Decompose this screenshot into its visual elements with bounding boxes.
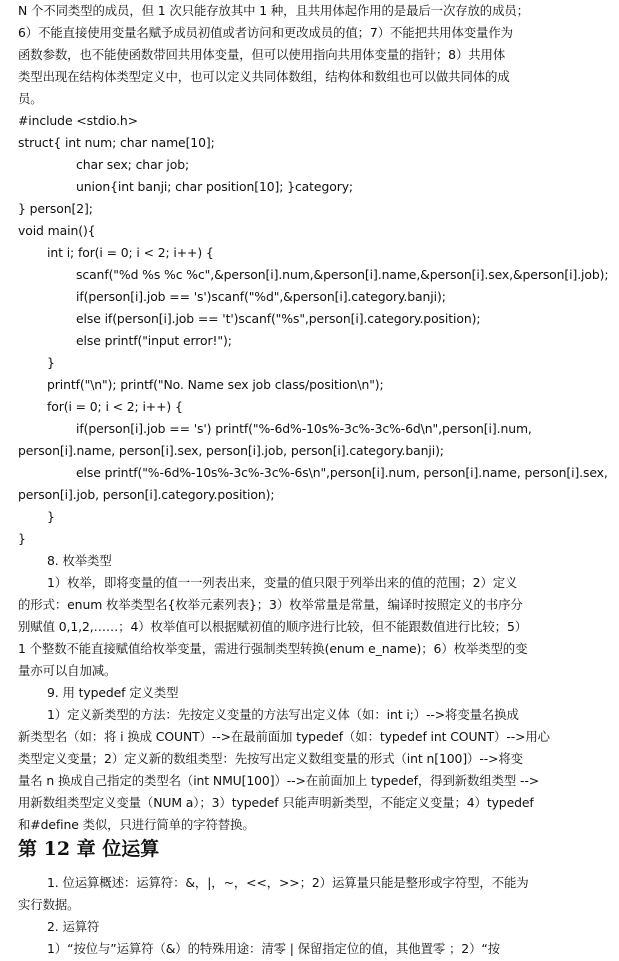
code-line: if(person[i].job == 's')scanf("%d",&person[i].category.banji); [76, 289, 446, 304]
code-line: #include <stdio.h> [18, 113, 138, 128]
text-line: 实行数据。 [18, 897, 80, 912]
code-line: else if(person[i].job == 't')scanf("%s",person[i].category.position); [76, 311, 481, 326]
section-title: 9. 用 typedef 定义类型 [47, 685, 179, 700]
text-line: 的形式：enum 枚举类型名{枚举元素列表}；3）枚举常量是常量，编译时按照定义的书序分 [18, 597, 523, 612]
code-line: else printf("input error!"); [76, 333, 232, 348]
code-line: scanf("%d %s %c %c",&person[i].num,&person[i].name,&person[i].sex,&person[i].job); [76, 267, 609, 282]
text-line: 类型定义变量；2）定义新的数组类型：先按写出定义数组变量的形式（int n[100]）-->将变 [18, 751, 523, 766]
text-line: N 个不同类型的成员，但 1 次只能存放其中 1 种，且共用体起作用的是最后一次存放的成员； [18, 3, 529, 18]
text-line: 6）不能直接使用变量名赋予成员初值或者访问和更改成员的值；7）不能把共用体变量作为 [18, 25, 513, 40]
text-line: 和#define 类似，只进行简单的字符替换。 [18, 817, 255, 832]
code-line: } [47, 509, 55, 524]
code-line: for(i = 0; i < 2; i++) { [47, 399, 183, 414]
text-line: 量名 n 换成自己指定的类型名（int NMU[100]）-->在前面加上 typedef，得到新数组类型 --> [18, 773, 540, 788]
text-line: 1）定义新类型的方法：先按定义变量的方法写出定义体（如：int i;）-->将变量名换成 [47, 707, 519, 722]
text-line: 员。 [18, 91, 43, 106]
code-line: else printf("%-6d%-10s%-3c%-3c%-6s\n",person[i].num, person[i].name, person[i].sex, [76, 465, 608, 480]
code-line: } [18, 531, 26, 546]
text-line: 量亦可以自加减。 [18, 663, 117, 678]
code-line: int i; for(i = 0; i < 2; i++) { [47, 245, 214, 260]
code-line: person[i].name, person[i].sex, person[i].job, person[i].category.banji); [18, 443, 444, 458]
text-line: 1）枚举，即将变量的值一一列表出来，变量的值只限于列举出来的值的范围；2）定义 [47, 575, 518, 590]
text-line: 类型出现在结构体类型定义中，也可以定义共同体数组，结构体和数组也可以做共同体的成 [18, 69, 510, 84]
code-line: void main(){ [18, 223, 96, 238]
text-line: 别赋值 0,1,2,……；4）枚举值可以根据赋初值的顺序进行比较，但不能跟数值进行比较；5） [18, 619, 528, 634]
code-line: person[i].job, person[i].category.position); [18, 487, 275, 502]
text-line: 用新数组类型定义变量（NUM a）；3）typedef 只能声明新类型，不能定义变量；4）typedef [18, 795, 534, 810]
section-title: 8. 枚举类型 [47, 553, 112, 568]
text-line: 1. 位运算概述：运算符：&，|，~，<<，>>；2）运算量只能是整形或字符型，不能为 [47, 875, 529, 890]
chapter-heading: 第 12 章 位运算 [18, 838, 160, 860]
text-line: 1 个整数不能直接赋值给枚举变量，需进行强制类型转换(enum e_name)；6）枚举类型的变 [18, 641, 528, 656]
code-line: } [47, 355, 55, 370]
code-line: if(person[i].job == 's') printf("%-6d%-10s%-3c%-3c%-6d\n",person[i].num, [76, 421, 532, 436]
code-line: union{int banji; char position[10]; }category; [76, 179, 354, 194]
text-line: 函数参数，也不能使函数带回共用体变量，但可以使用指向共用体变量的指针；8）共用体 [18, 47, 506, 62]
section-title: 2. 运算符 [47, 919, 100, 934]
code-line: struct{ int num; char name[10]; [18, 135, 215, 150]
code-line: } person[2]; [18, 201, 93, 216]
text-line: 1）“按位与”运算符（&）的特殊用途：清零 | 保留指定位的值，其他置零 ；2）“按 [47, 941, 500, 956]
code-line: printf("\n"); printf("No. Name sex job class/position\n"); [47, 377, 384, 392]
code-line: char sex; char job; [76, 157, 190, 172]
text-line: 新类型名（如：将 i 换成 COUNT）-->在最前面加 typedef（如：typedef int COUNT）-->用心 [18, 729, 550, 744]
